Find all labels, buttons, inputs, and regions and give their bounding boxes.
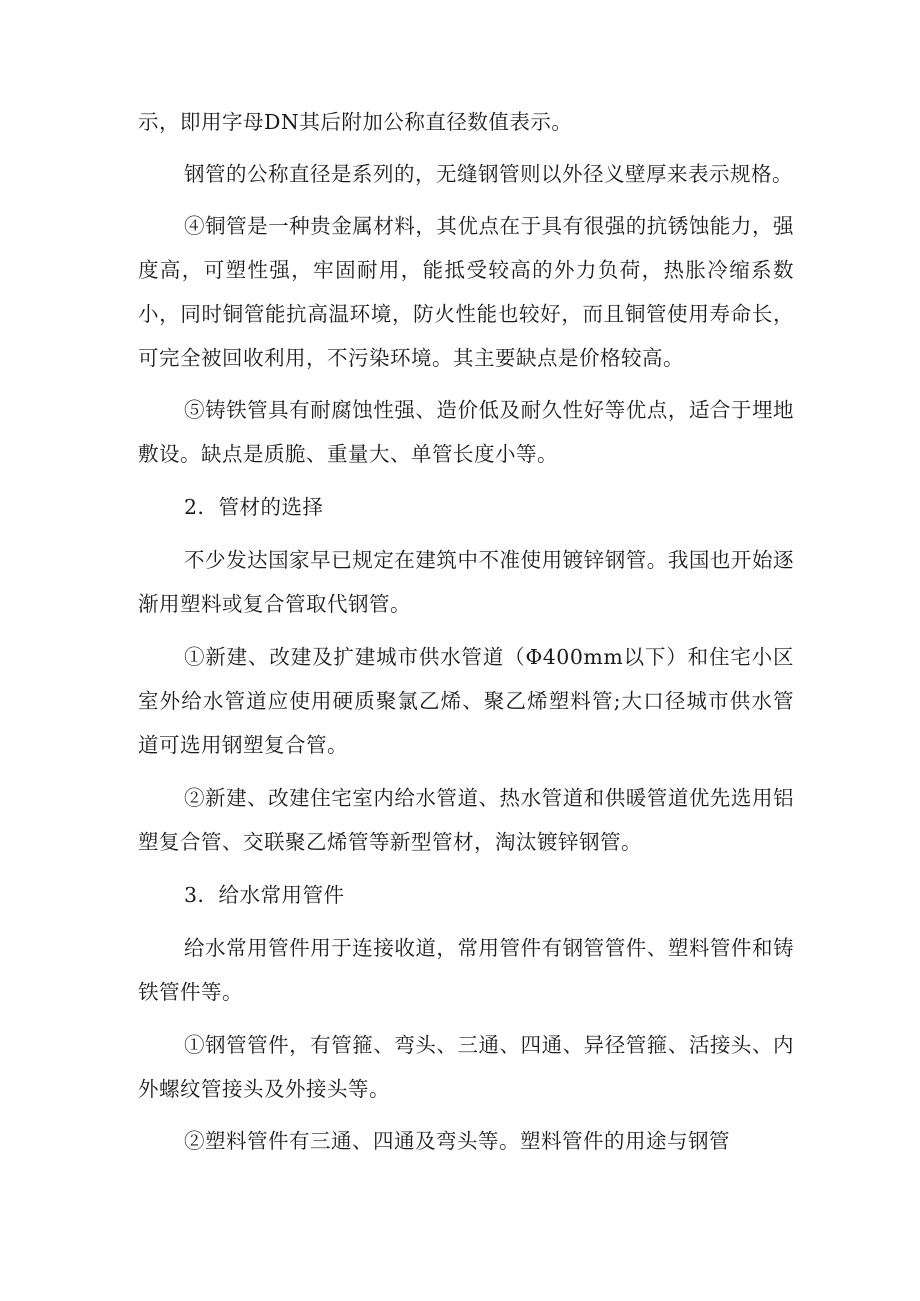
paragraph-dn-notation: 示，即用字母DN其后附加公称直径数值表示。 bbox=[138, 110, 573, 134]
paragraph-steel-pipe-spec: 钢管的公称直径是系列的，无缝钢管则以外径义壁厚来表示规格。 bbox=[184, 162, 793, 186]
heading-common-fittings: 3．给水常用管件 bbox=[184, 883, 345, 907]
paragraph-galvanized-ban: 不少发达国家早已规定在建筑中不准使用镀锌钢管。我国也开始逐渐用塑料或复合管取代钢管。 bbox=[138, 548, 794, 616]
paragraph-city-supply-pipes: ①新建、改建及扩建城市供水管道（Φ400mm以下）和住宅小区室外给水管道应使用硬质聚氯乙烯、聚乙烯塑料管;大口径城市供水管道可选用钢塑复合管。 bbox=[138, 645, 794, 757]
document-page bbox=[138, 100, 794, 1163]
heading-pipe-selection: 2．管材的选择 bbox=[184, 495, 324, 519]
paragraph-copper-pipe: ④铜管是一种贵金属材料，其优点在于具有很强的抗锈蚀能力，强度高，可塑性强，牢固耐用，能抵受较高的外力负荷，热胀冷缩系数小，同时铜管能抗高温环境，防火性能也较好，而且铜管使用寿命长，可完全被回收利用，不污染环境。其主要缺点是价格较高。 bbox=[138, 214, 794, 370]
paragraph-indoor-pipes: ②新建、改建住宅室内给水管道、热水管道和供暖管道优先选用铝塑复合管、交联聚乙烯管等新型管材，淘汰镀锌钢管。 bbox=[138, 786, 794, 854]
paragraph-fittings-overview: 给水常用管件用于连接收道，常用管件有钢管管件、塑料管件和铸铁管件等。 bbox=[138, 936, 794, 1004]
paragraph-plastic-fittings: ②塑料管件有三通、四通及弯头等。塑料管件的用途与钢管 bbox=[184, 1129, 730, 1153]
paragraph-steel-fittings: ①钢管管件，有管箍、弯头、三通、四通、异径管箍、活接头、内外螺纹管接头及外接头等。 bbox=[138, 1033, 794, 1101]
paragraph-cast-iron-pipe: ⑤铸铁管具有耐腐蚀性强、造价低及耐久性好等优点，适合于埋地敷设。缺点是质脆、重量大、单管长度小等。 bbox=[138, 398, 794, 466]
